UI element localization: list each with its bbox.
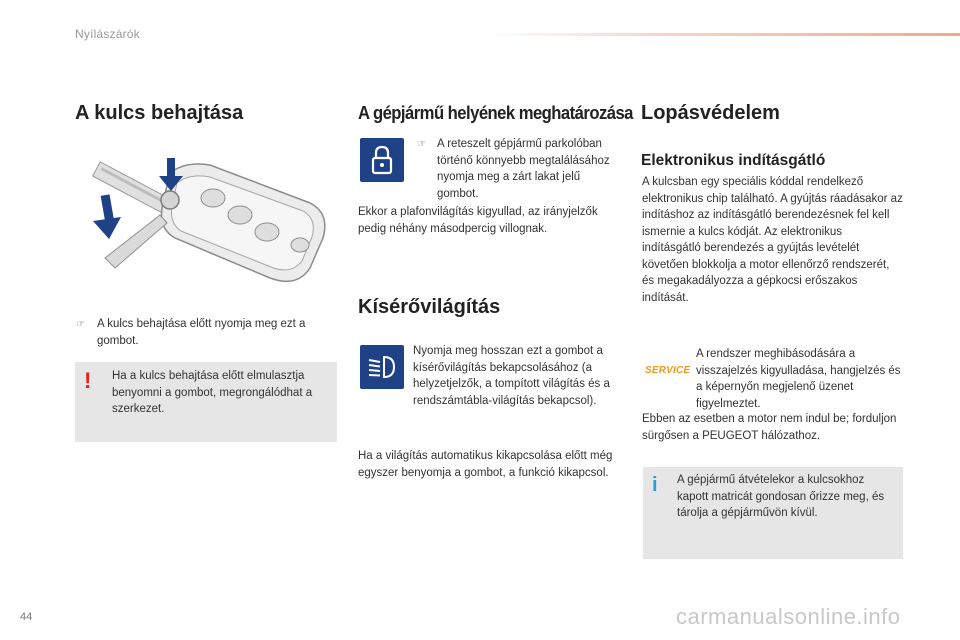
header-line bbox=[488, 33, 960, 36]
section-title-follow-me-lighting: Kísérővilágítás bbox=[358, 296, 501, 318]
lock-button-icon-box bbox=[360, 138, 404, 182]
light-button-icon-box bbox=[360, 345, 404, 389]
page-number: 44 bbox=[20, 611, 33, 623]
section-title-vehicle-locator: A gépjármű helyének meghatározása bbox=[358, 102, 633, 123]
watermark: carmanualsonline.info bbox=[676, 604, 901, 629]
service-action-text: Ebben az esetben a motor nem indul be; forduljon sürgősen a PEUGEOT hálózathoz. bbox=[642, 413, 897, 442]
info-text: A gépjármű átvételekor a kulcsokhoz kapott matricát gondosan őrizze meg, és tárolja a gépjárművön kívül. bbox=[677, 474, 885, 519]
follow-me-cancel: Ha a világítás automatikus kikapcsolása előtt még egyszer benyomja a gombot, a funkció kikapcsol. bbox=[358, 450, 613, 479]
info-icon: i bbox=[652, 474, 658, 496]
section-title-anti-theft: Lopásvédelem bbox=[641, 102, 780, 124]
service-warning-icon: SERVICE bbox=[645, 365, 691, 376]
locator-instruction: A reteszelt gépjármű parkolóban történő könnyebb megtalálásához nyomja meg a zárt lakat jelű gombot. bbox=[437, 138, 610, 200]
service-warning-text: A rendszer meghibásodására a visszajelzés kigyulladása, hangjelzés és a képernyőn megjelenő üzenet figyelmeztet. bbox=[696, 348, 901, 410]
subtitle-immobiliser: Elektronikus indításgátló bbox=[641, 152, 826, 169]
key-fold-illustration bbox=[75, 143, 340, 293]
bullet-icon: ☞ bbox=[417, 139, 426, 150]
immobiliser-description: A kulcsban egy speciális kóddal rendelkező elektronikus chip található. A gyújtás ráadásakor az indításhoz az indításgátló berendezésnek fel kell ismernie a kulcs kódját. Az elektronikus indításgátló berendezés a gyújtás levételét követően blokkolja a motor ellenőrző rendszerét, és megakadályozza a gépkocsi erőszakos indítását. bbox=[642, 176, 903, 304]
locator-result: Ekkor a plafonvilágítás kigyullad, az irányjelzők pedig néhány másodpercig villognak. bbox=[358, 206, 598, 235]
warning-text: Ha a kulcs behajtása előtt elmulasztja benyomni a gombot, megrongálódhat a szerkezet. bbox=[112, 370, 313, 415]
headlamp-icon bbox=[360, 345, 404, 389]
padlock-icon bbox=[360, 138, 404, 182]
key-fold-instruction: A kulcs behajtása előtt nyomja meg ezt a gombot. bbox=[97, 318, 306, 347]
exclamation-icon: ! bbox=[84, 368, 92, 393]
page-header: Nyílászárók bbox=[75, 27, 140, 41]
section-title-key-fold: A kulcs behajtása bbox=[75, 102, 244, 124]
bullet-icon: ☞ bbox=[76, 319, 85, 330]
follow-me-instruction: Nyomja meg hosszan ezt a gombot a kísérővilágítás bekapcsolásához (a helyzetjelzők, a tompított világítás és a rendszámtábla-világítás bekapcsol). bbox=[413, 345, 610, 407]
